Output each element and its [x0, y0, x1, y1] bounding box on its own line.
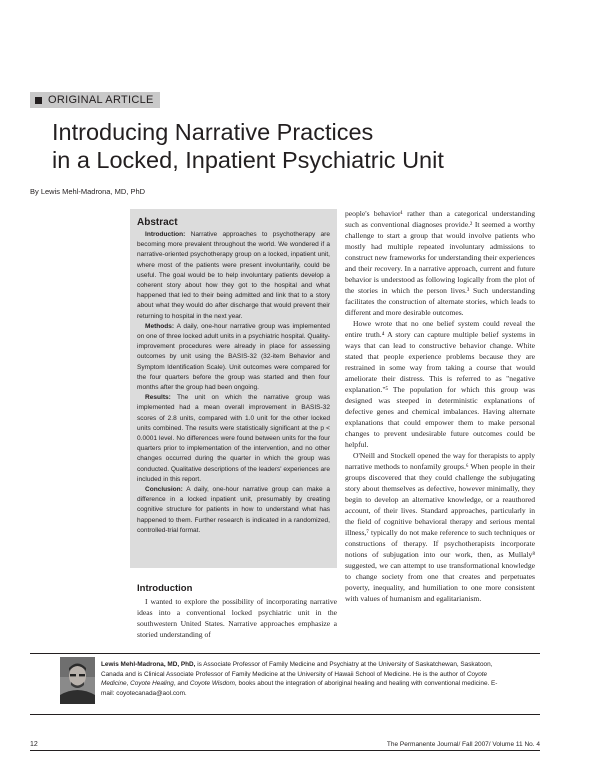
body-column-right	[345, 208, 535, 604]
author-bio-text-b: , books about the integration of aboriginal healing and healing with conventional medicine. E-mail: coyotecanada@aol.com.	[101, 680, 498, 697]
page-number: 12	[30, 741, 38, 748]
author-bio-text-a: is Associate Professor of Family Medicine and Psychiatry at the University of Saskatchewan, Saskatoon, Canada and is Clinical Associate Professor of Family Medicine at the University of Hawaii School of Medicine. He is the author of	[101, 661, 493, 678]
title-line-2: in a Locked, Inpatient Psychiatric Unit	[52, 147, 444, 173]
abstract-results	[137, 393, 330, 485]
square-bullet-icon	[35, 97, 42, 104]
article-title	[52, 118, 472, 174]
author-portrait-icon	[60, 657, 95, 704]
journal-citation: The Permanente Journal/ Fall 2007/ Volume 11 No. 4	[386, 741, 540, 748]
author-bio-book-3: Coyote Wisdom	[189, 680, 235, 688]
abstract-conclusion	[137, 485, 330, 536]
abstract-conclusion-text: A daily, one-hour narrative group can make a difference in a locked inpatient unit, presumably by creating cognitive structure for patients in how to understand what has happened to them. Further research is indicated in a randomized, controlled-trial format.	[137, 486, 330, 534]
introduction-heading: Introduction	[137, 583, 193, 594]
abstract-methods-label: Methods:	[145, 322, 175, 330]
introduction-section	[137, 583, 337, 640]
abstract-results-text: The unit on which the narrative group was implemented had a mean overall improvement in BASIS-32 scores of 2.8 units, compared with 1.0 unit for the other locked units combined. The results were statistically significant at the p < 0.0001 level. No differences were found between units for the four quarters prior to implementation of the intervention, and no other changes occurred during the quarter in which the group was conducted. Qualitative descriptions of the leaders' experiences are included in this report.	[137, 394, 330, 483]
body-paragraph: people's behavior¹ rather than a categorical understanding such as conventional diagnoses provide.² It seemed a worthy challenge to start a group that would involve patients who mostly had multiple repeated involuntary admissions to construct new frameworks for understanding their experiences and their recovery. In a narrative approach, current and future behavior is understood as following logically from the plot of the stories in which the person lives.³ Such understanding facilitates the construction of alternate stories, which leads to different and more desirable outcomes.	[345, 209, 535, 317]
author-bio	[101, 660, 503, 698]
body-paragraph: O'Neill and Stockell opened the way for therapists to apply narrative methods to nonfamily groups.⁶ When people in their groups discovered that they could challenge the subjugating story about themselves as defective, however minimally, they begin to develop an alternative knowledge, or a reauthored account, of their lives. Standard approaches, particularly in the field of cognitive behavioral therapy and serious mental illness,⁷ typically do not make reference to such techniques or constructions of therapy. If psychotherapists incorporate notions of subjugation into our work, then, as Mullaly⁸ suggested, we can attempt to use transformational knowledge to change society from one that creates and perpetuates poverty, inequality, and humiliation to one more consistent with values of humanism and egalitarianism.	[345, 451, 535, 603]
abstract-methods-text: A daily, one-hour narrative group was implemented on one of three locked adult units in a psychiatric hospital. Quality-improvement procedures were already in place for assessing outcomes by unit using the BASIS-32 (32-item Behavior and Symptom Identification Scale). Unit outcomes were compared for the four quarters before the group was started and then four months after the group had been ongoing.	[137, 322, 330, 392]
abstract-results-label: Results:	[145, 394, 171, 402]
abstract-introduction	[137, 230, 330, 322]
abstract-intro-text: Narrative approaches to psychotherapy are becoming more prevalent throughout the world. We wondered if a narrative-oriented psychotherapy group on a locked, inpatient unit, where most of the patients were present involuntarily, could be useful. The goal would be to help involuntary patients develop a coherent story about how they got to the hospital and what happened that led to their being admitted and link that to a story about what they would do after discharge that would prevent their returning to hospital in the next year.	[137, 231, 330, 320]
abstract-conclusion-label: Conclusion:	[145, 486, 183, 494]
author-bio-book-1: Coyote Medicine	[101, 670, 488, 688]
author-bio-name: Lewis Mehl-Madrona, MD, PhD,	[101, 661, 196, 668]
abstract-methods	[137, 322, 330, 393]
divider	[30, 714, 540, 715]
divider	[30, 750, 540, 751]
introduction-text: I wanted to explore the possibility of incorporating narrative ideas into a conventional locked psychiatric unit in the southwestern United States. Narrative approaches emphasize a storied understanding of	[137, 597, 337, 639]
author-bio-separator: , and	[173, 680, 190, 688]
byline: By Lewis Mehl-Madrona, MD, PhD	[30, 187, 146, 196]
body-paragraph: Howe wrote that no one belief system could reveal the entire truth.⁴ A story can capture multiple belief systems in ways that can lead to constructive behavior change. White stated that people experience problems because they are restrained in some way from taking a course that would ameliorate their distress. This is referred to as "negative explanation."⁵ The population for which this group was designed was steeped in deterministic explanations of defective genes and chemical imbalances. Having alternate explanations that could empower them to make personal changes to prevent undesirable future outcomes could be helpful.	[345, 319, 535, 449]
abstract-box	[130, 209, 337, 568]
title-line-1: Introducing Narrative Practices	[52, 119, 374, 145]
abstract-heading: Abstract	[137, 217, 178, 228]
author-bio-book-2: Coyote Healing	[130, 680, 174, 688]
section-tag	[30, 92, 160, 108]
section-tag-label: ORIGINAL ARTICLE	[48, 94, 154, 106]
author-photo	[60, 657, 95, 704]
author-bio-separator: ,	[126, 680, 131, 688]
abstract-intro-label: Introduction:	[145, 231, 186, 238]
divider	[30, 653, 540, 654]
